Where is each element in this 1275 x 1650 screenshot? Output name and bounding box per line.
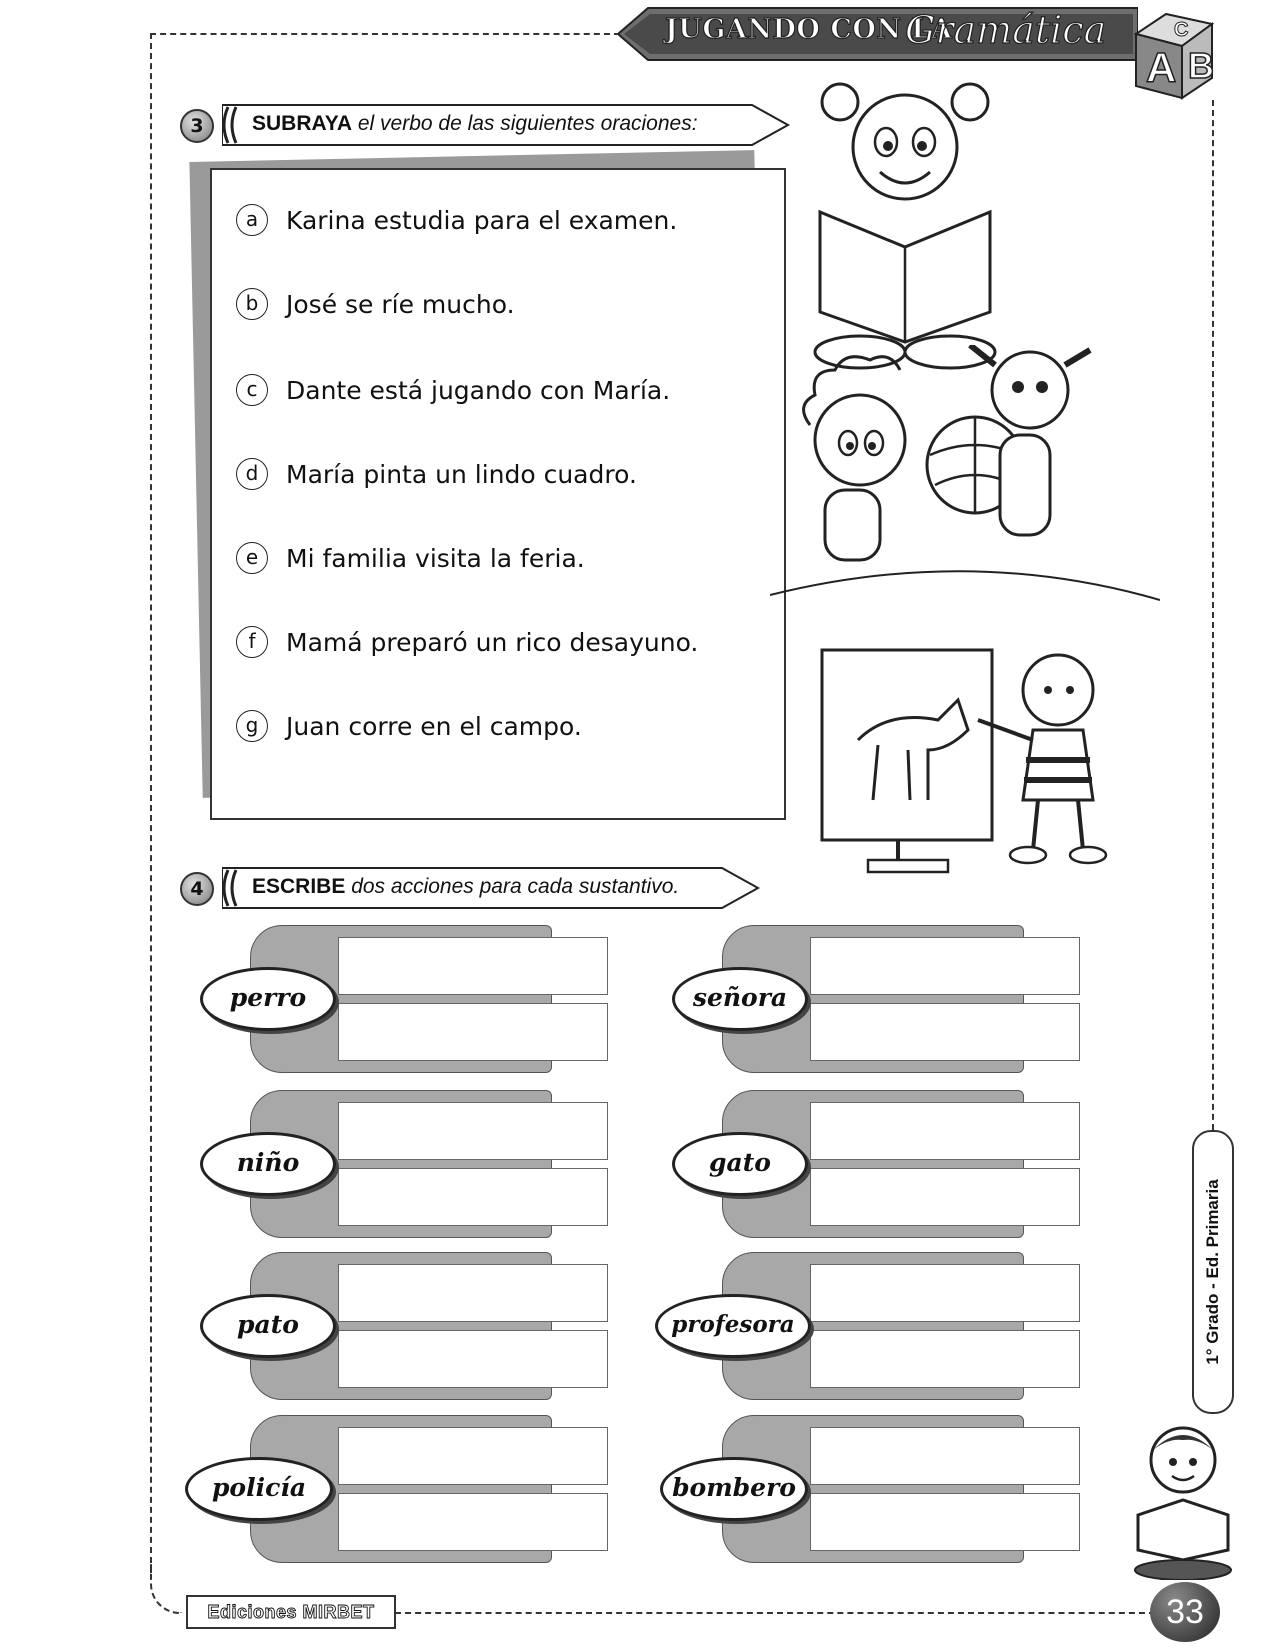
frame-top-border <box>150 33 620 35</box>
sentence-box <box>210 168 786 820</box>
sentence-text: Karina estudia para el examen. <box>286 205 678 235</box>
noun-card-senora <box>672 925 1024 1073</box>
grade-side-label <box>1192 1130 1234 1414</box>
sentence-e[interactable] <box>236 542 585 574</box>
frame-bottom-border <box>395 1612 1155 1614</box>
sentence-g[interactable] <box>236 710 582 742</box>
exercise-4-number: 4 <box>180 872 214 906</box>
sentence-letter: b <box>236 288 268 320</box>
sentence-text: María pinta un lindo cuadro. <box>286 459 637 489</box>
action-input-2[interactable] <box>810 1003 1080 1061</box>
action-input-2[interactable] <box>338 1493 608 1551</box>
noun-card-pato <box>200 1252 552 1400</box>
sentence-text: Mamá preparó un rico desayuno. <box>286 627 699 657</box>
sentence-text: Dante está jugando con María. <box>286 375 671 405</box>
exercise-3-instruction-rest: el verbo de las siguientes oraciones: <box>357 112 698 135</box>
action-input-1[interactable] <box>810 1102 1080 1160</box>
header-title: JUGANDO CON LA <box>665 14 953 45</box>
block-letter-c: C <box>1174 19 1189 41</box>
noun-card-profesora <box>655 1252 1007 1400</box>
page-number: 33 <box>1150 1582 1220 1642</box>
abc-block-icon <box>1128 6 1218 102</box>
block-letter-b: B <box>1188 45 1214 86</box>
sentence-text: Mi familia visita la feria. <box>286 543 585 573</box>
action-input-2[interactable] <box>338 1330 608 1388</box>
noun-label: perro <box>200 967 336 1031</box>
action-input-2[interactable] <box>810 1168 1080 1226</box>
sentence-d[interactable] <box>236 458 637 490</box>
action-input-2[interactable] <box>338 1168 608 1226</box>
sentence-letter: g <box>236 710 268 742</box>
action-input-1[interactable] <box>338 1264 608 1322</box>
sentence-letter: e <box>236 542 268 574</box>
action-input-2[interactable] <box>338 1003 608 1061</box>
action-input-1[interactable] <box>810 1264 1080 1322</box>
sentence-a[interactable] <box>236 204 677 236</box>
exercise-4-instruction-verb: ESCRIBE <box>252 875 346 898</box>
action-input-1[interactable] <box>810 1427 1080 1485</box>
noun-card-nino <box>200 1090 552 1238</box>
noun-label: profesora <box>655 1294 811 1358</box>
boy-reading-mascot-illustration <box>1128 1420 1238 1580</box>
action-input-2[interactable] <box>810 1493 1080 1551</box>
noun-label: niño <box>200 1132 336 1196</box>
girl-painting-illustration <box>818 640 1118 880</box>
frame-corner <box>150 1560 182 1614</box>
sentence-text: Juan corre en el campo. <box>286 711 582 741</box>
exercise-3-instruction <box>252 112 698 136</box>
noun-label: bombero <box>660 1457 808 1521</box>
action-input-1[interactable] <box>810 937 1080 995</box>
exercise-4-instruction <box>252 875 679 899</box>
noun-card-perro <box>200 925 552 1073</box>
publisher-label: Ediciones MIRBET <box>186 1595 396 1629</box>
action-input-1[interactable] <box>338 937 608 995</box>
sentence-letter: a <box>236 204 268 236</box>
frame-right-border <box>1212 100 1214 1140</box>
sentence-letter: c <box>236 374 268 406</box>
exercise-4-instruction-rest: dos acciones para cada sustantivo. <box>351 875 680 898</box>
frame-left-border <box>150 33 152 1573</box>
action-input-1[interactable] <box>338 1427 608 1485</box>
noun-card-bombero <box>660 1415 1012 1563</box>
exercise-3-instruction-verb: SUBRAYA <box>252 112 352 135</box>
action-input-2[interactable] <box>810 1330 1080 1388</box>
noun-card-policia <box>185 1415 537 1563</box>
exercise-3-number: 3 <box>180 109 214 143</box>
sentence-f[interactable] <box>236 626 698 658</box>
sentence-c[interactable] <box>236 374 670 406</box>
grade-side-label-text: 1° Grado - Ed. Primaria <box>1203 1179 1222 1365</box>
sentence-letter: f <box>236 626 268 658</box>
sentence-letter: d <box>236 458 268 490</box>
noun-label: señora <box>672 967 808 1031</box>
kids-playing-ball-illustration <box>770 345 1160 645</box>
block-letter-a: A <box>1146 44 1177 91</box>
header-title-script: Gramática <box>905 8 1107 52</box>
noun-label: gato <box>672 1132 808 1196</box>
girl-reading-illustration <box>800 72 1010 372</box>
sentence-b[interactable] <box>236 288 515 320</box>
noun-card-gato <box>672 1090 1024 1238</box>
noun-label: policía <box>185 1457 333 1521</box>
sentence-text: José se ríe mucho. <box>286 289 515 319</box>
noun-label: pato <box>200 1294 336 1358</box>
action-input-1[interactable] <box>338 1102 608 1160</box>
